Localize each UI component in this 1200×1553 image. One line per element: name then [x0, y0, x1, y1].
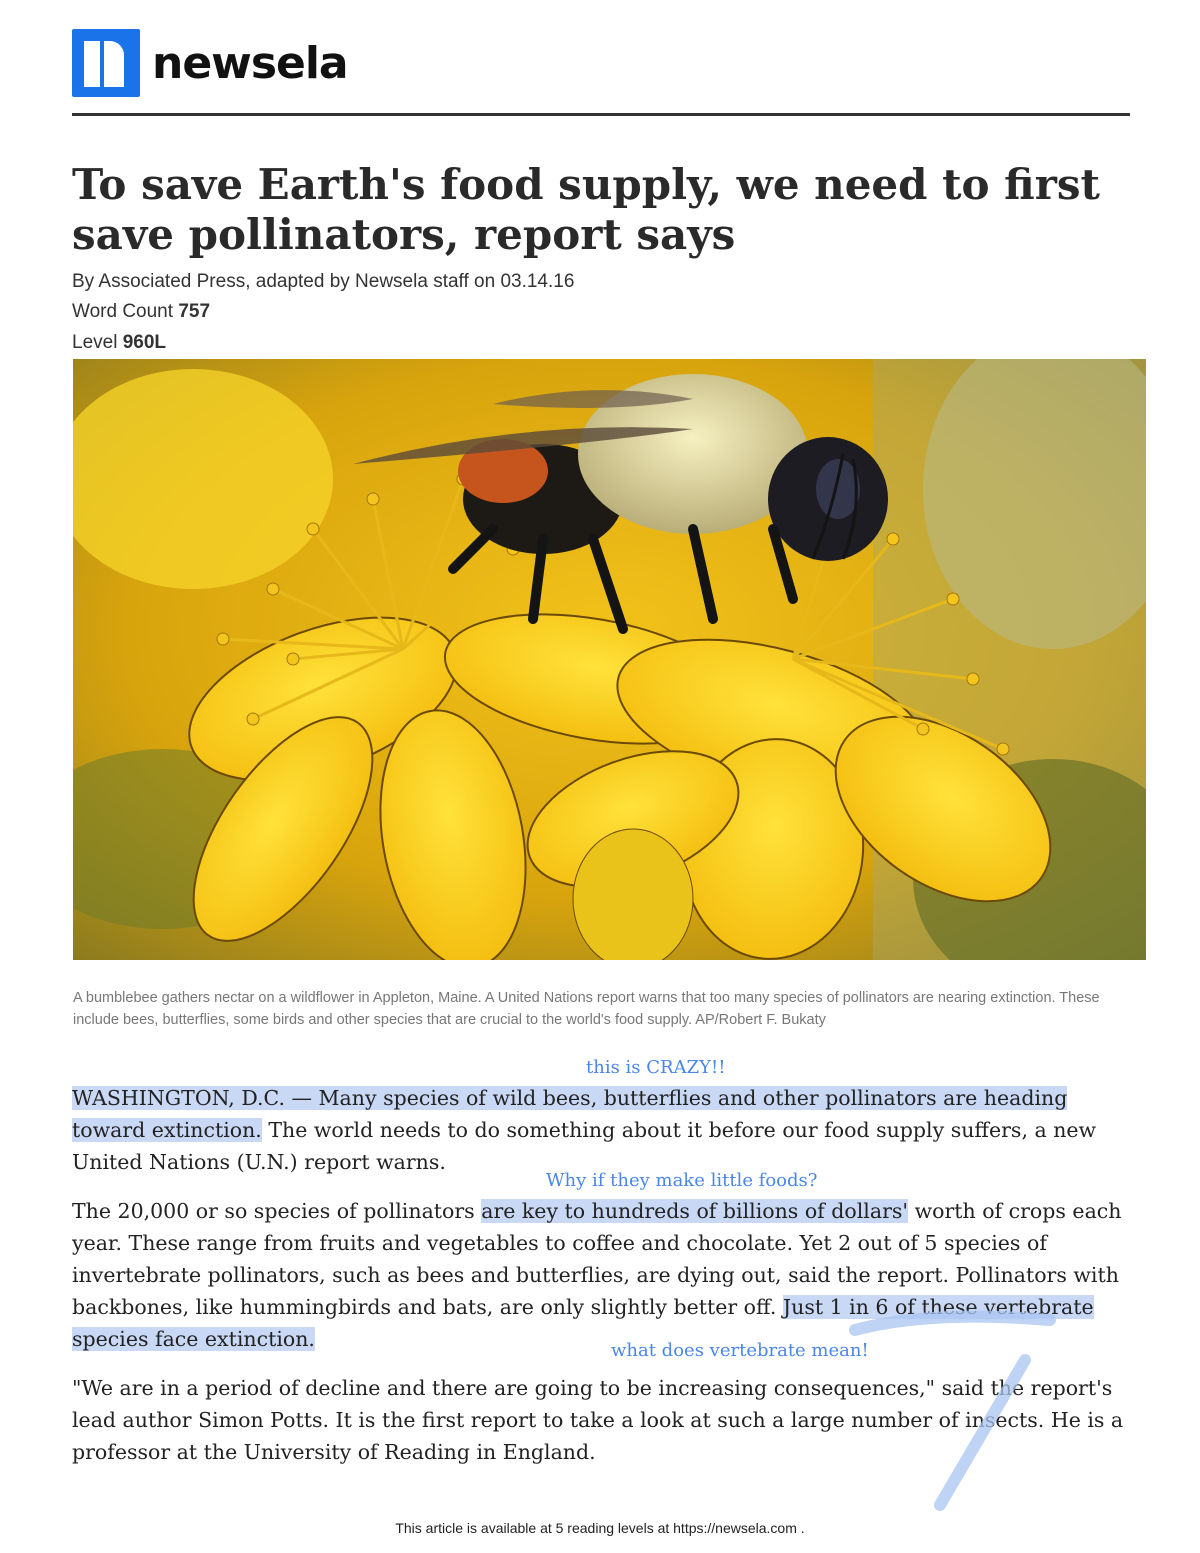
- word-count-label: Word Count: [72, 301, 174, 322]
- article-title: To save Earth's food supply, we need to first save pollinators, report says: [72, 160, 1100, 259]
- word-count-value: 757: [178, 301, 211, 322]
- highlighted-text: Just 1 in 6 of these vertebrate species face extinction.: [72, 1295, 1094, 1351]
- handwritten-note: what does vertebrate mean!: [611, 1340, 869, 1361]
- brand-name: newsela: [152, 37, 348, 89]
- level-value: 960L: [122, 332, 167, 353]
- header-divider: [72, 113, 1130, 116]
- hero-photo: [73, 359, 1146, 960]
- word-count: [72, 301, 210, 323]
- highlighted-text: are key to hundreds of billions of dollars': [481, 1199, 909, 1223]
- photo-caption: A bumblebee gathers nectar on a wildflower in Appleton, Maine. A United Nations report warns that too many species of pollinators are nearing extinction. These include bees, butterflies, some birds and other species that are crucial to the world's food supply. AP/Robert F. Bukaty: [73, 990, 1100, 1028]
- handwritten-note: Why if they make little foods?: [546, 1170, 818, 1191]
- article-paragraph: "We are in a period of decline and there are going to be increasing consequences," said the report's lead author Simon Potts. It is the first report to take a look at such a large number of insects. He is a professor at the University of Reading in England.: [72, 1376, 1124, 1464]
- handwritten-note: this is CRAZY!!: [586, 1057, 726, 1078]
- level-label: Level: [72, 332, 118, 353]
- byline: By Associated Press, adapted by Newsela staff on 03.14.16: [72, 271, 575, 292]
- article-paragraph: WASHINGTON, D.C. — Many species of wild bees, butterflies and other pollinators are heading toward extinction. The world needs to do something about it before our food supply suffers, a new United Nations (U.N.) report warns.: [72, 1086, 1097, 1174]
- article-paragraph: The 20,000 or so species of pollinators are key to hundreds of billions of dollars' worth of crops each year. These range from fruits and vegetables to coffee and chocolate. Yet 2 out of 5 species of invertebrate pollinators, such as bees and butterflies, are dying out, said the report. Pollinators with backbones, like hummingbirds and bats, are only slightly better off. Just 1 in 6 of these vertebrate species face extinction.: [72, 1199, 1122, 1351]
- newsela-logo-icon: [72, 29, 140, 97]
- reading-level: [72, 332, 166, 354]
- pen-scribble: [840, 1300, 1080, 1530]
- footer-note: This article is available at 5 reading levels at https://newsela.com .: [395, 1520, 805, 1536]
- newsela-logo[interactable]: [72, 28, 348, 98]
- highlighted-text: WASHINGTON, D.C. — Many species of wild bees, butterflies and other pollinators are heading toward extinction.: [72, 1086, 1068, 1142]
